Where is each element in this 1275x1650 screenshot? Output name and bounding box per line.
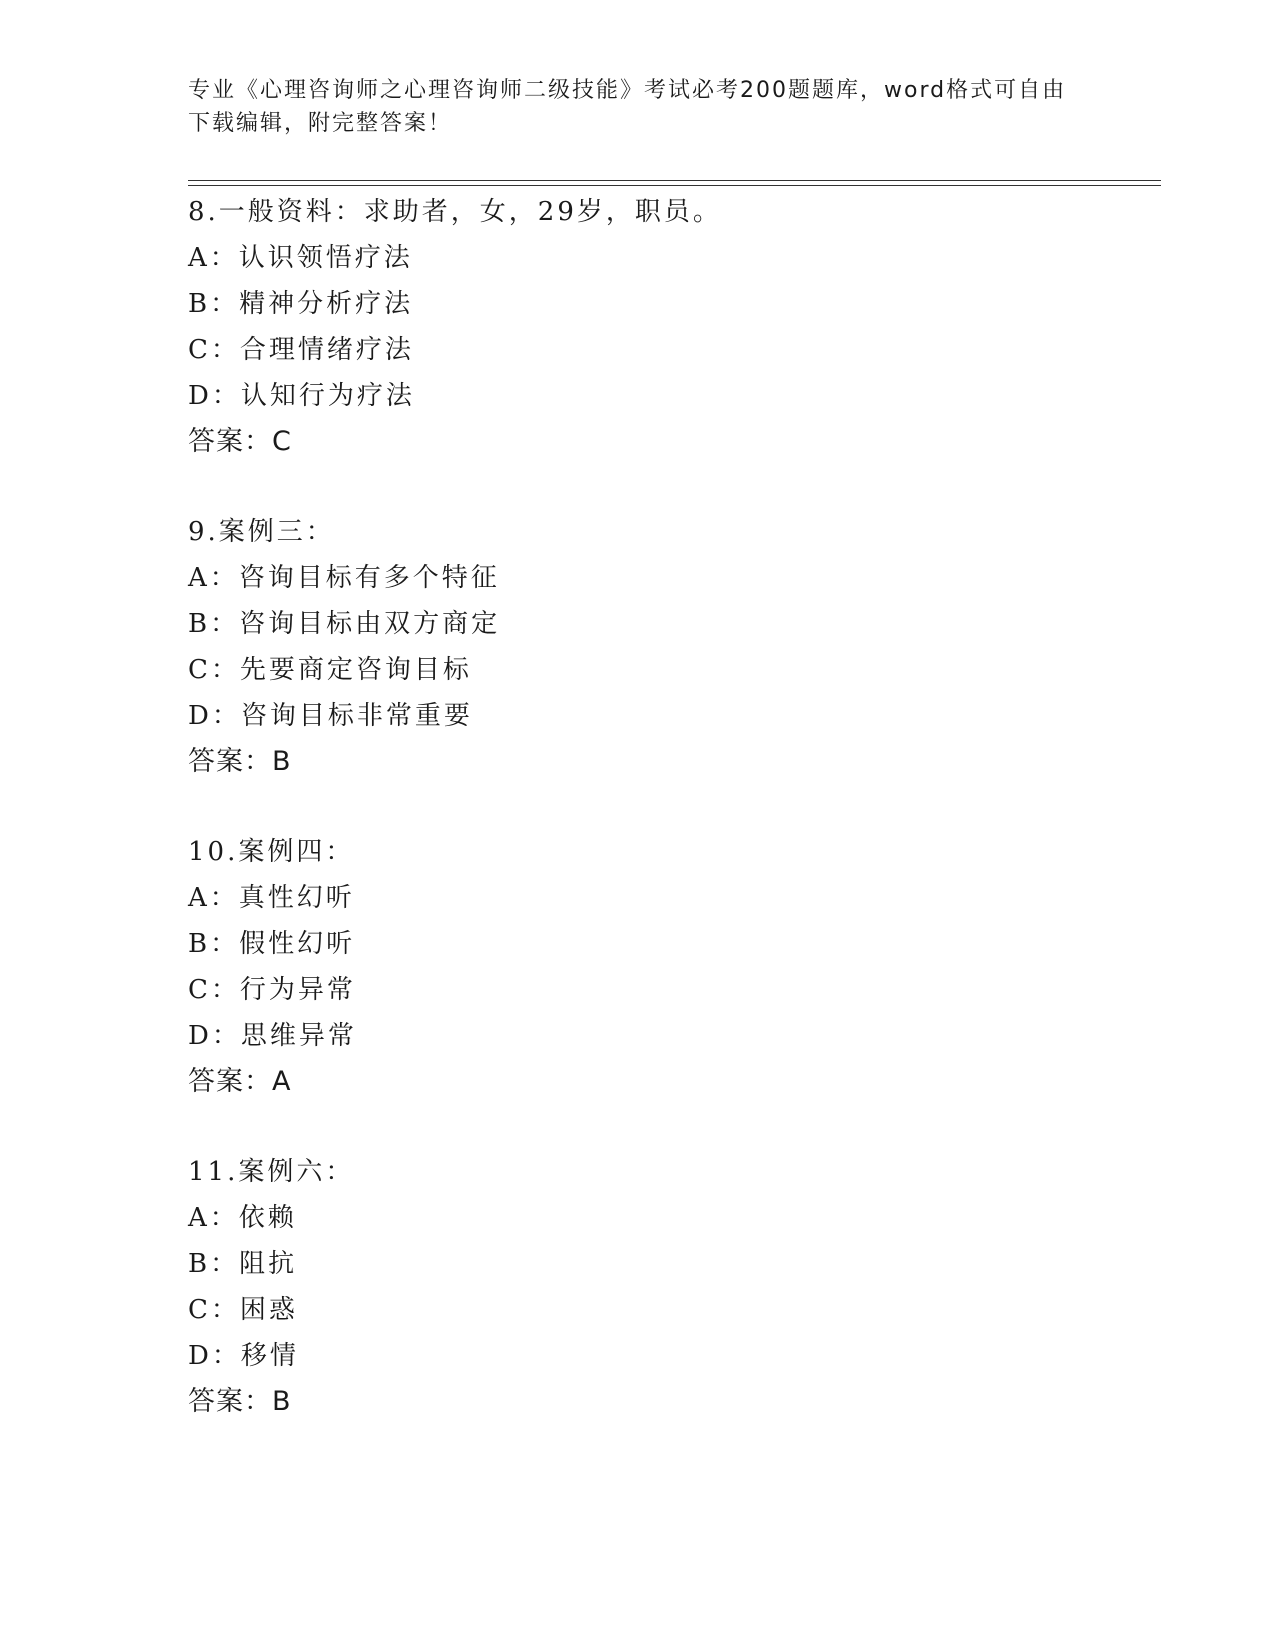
option-a: A：认识领悟疗法	[188, 243, 413, 273]
option-c: C：合理情绪疗法	[188, 335, 414, 365]
option-a: A：咨询目标有多个特征	[188, 563, 500, 593]
option-a: A：依赖	[188, 1203, 297, 1233]
question-stem: 8.一般资料：求助者，女，29岁，职员。	[188, 197, 722, 227]
question-list	[188, 189, 1148, 1425]
option-c: C：行为异常	[188, 975, 356, 1005]
answer-line: 答案：B	[188, 746, 292, 777]
question-stem: 11.案例六：	[188, 1157, 355, 1187]
question-10	[188, 829, 1148, 1105]
question-8	[188, 189, 1148, 465]
answer-line: 答案：B	[188, 1386, 292, 1417]
answer-line: 答案：C	[188, 426, 292, 457]
header-divider-bottom	[188, 185, 1161, 186]
question-stem: 10.案例四：	[188, 837, 355, 867]
option-d: D：认知行为疗法	[188, 381, 415, 411]
question-9	[188, 509, 1148, 785]
document-intro: 专业《心理咨询师之心理咨询师二级技能》考试必考200题题库，word格式可自由下载编辑，附完整答案！	[188, 78, 1067, 136]
option-b: B：阻抗	[188, 1249, 298, 1279]
option-b: B：精神分析疗法	[188, 289, 414, 319]
option-a: A：真性幻听	[188, 883, 355, 913]
question-gap	[188, 465, 1148, 509]
question-gap	[188, 785, 1148, 829]
option-d: D：思维异常	[188, 1021, 357, 1051]
option-d: D：咨询目标非常重要	[188, 701, 473, 731]
answer-line: 答案：A	[188, 1066, 292, 1097]
question-11	[188, 1149, 1148, 1425]
option-c: C：困惑	[188, 1295, 298, 1325]
option-d: D：移情	[188, 1341, 299, 1371]
option-b: B：咨询目标由双方商定	[188, 609, 501, 639]
question-gap	[188, 1105, 1148, 1149]
header-divider-top	[188, 180, 1161, 181]
option-b: B：假性幻听	[188, 929, 356, 959]
question-stem: 9.案例三：	[188, 517, 335, 547]
option-c: C：先要商定咨询目标	[188, 655, 472, 685]
